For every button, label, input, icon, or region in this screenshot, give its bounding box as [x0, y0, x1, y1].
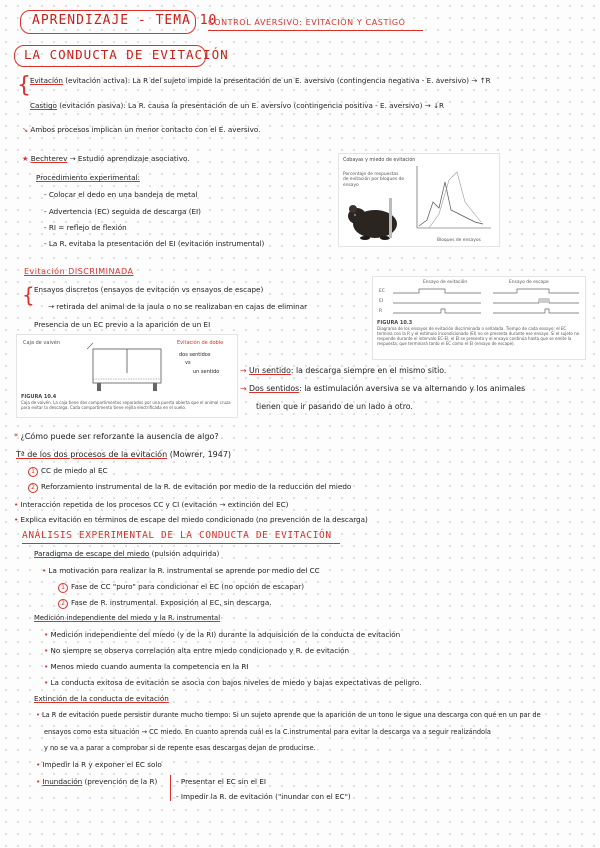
ambos-text: Ambos procesos implican un menor contacto con el E. aversivo.: [30, 125, 261, 134]
theory-bullet-1-text: Interacción repetida de los procesos CC y CI (evitación → extinción del EC): [20, 500, 289, 509]
rat-figure-title: Cobayas y miedo de evitación: [343, 158, 416, 163]
measure-item: [44, 630, 400, 639]
castigo-line: [30, 101, 444, 110]
flooding-item-2-text: Impedir la R. de evitación ("inundar con el EC"): [180, 792, 351, 801]
paradigm-line-text: La motivación para realizar la R. instrumental se aprende por medio del CC: [48, 566, 320, 575]
label-r: R: [379, 309, 383, 314]
label-ec: EC: [379, 289, 385, 294]
bullet-icon: •: [44, 630, 49, 639]
theory-point-2: [28, 482, 351, 493]
measure-item: [44, 662, 249, 671]
evitacion-term: Evitación: [30, 76, 63, 85]
measure-item-text: Medición independiente del miedo (y de la RI) durante la adquisición de la conducta de evitación: [50, 630, 401, 639]
shuttle-caption: Caja de vaivén. La caja tiene dos compartimentos separados por una puerta abierta que el animal cruza para evitar la descarga. Cada compartimento tiene rejilla electrificada en el suelo.: [21, 400, 231, 410]
bullet-icon: •: [36, 711, 40, 719]
theory-title: Tª de los dos procesos de la evitación: [16, 450, 168, 459]
question-text: ¿Cómo puede ser reforzante la ausencia de algo?: [20, 432, 219, 441]
procedure-step: - Advertencia (EC) seguida de descarga (EI): [44, 207, 201, 216]
un-sentido-line: [240, 366, 446, 375]
procedure-step: - RI = reflejo de flexión: [44, 223, 127, 232]
discriminada-line3: Presencia de un EC previo a la aparición de un EI: [34, 320, 211, 329]
theory-point-2-text: Reforzamiento instrumental de la R. de evitación por medio de la reducción del miedo: [41, 482, 352, 491]
extinction-line-4-text: Impedir la R y exponer el EC solo: [42, 760, 162, 769]
paradigm-phase-2-text: Fase de R. instrumental. Exposición al EC, sin descarga.: [71, 598, 272, 607]
analisis-title: ANÁLISIS EXPERIMENTAL DE LA CONDUCTA DE EVITACIÓN: [22, 530, 332, 541]
bullet-icon: •: [44, 662, 49, 671]
evitacion-line: [30, 76, 491, 85]
star-icon: ★: [22, 154, 29, 163]
shuttle-box-image: [87, 339, 167, 393]
measure-item: [44, 678, 421, 687]
measure-item-text: No siempre se observa correlación alta entre miedo condicionado y R. de evitación: [50, 646, 350, 655]
theory-bullet-2: [14, 515, 368, 524]
theory-heading: [16, 450, 231, 459]
bullet-icon: •: [36, 760, 41, 769]
number-badge: 2: [28, 483, 38, 493]
measure-item: [44, 646, 349, 655]
extinction-title: Extinción de la conducta de evitación: [34, 694, 169, 703]
shuttle-annot-1: Evitación de doble: [177, 340, 224, 346]
bechterev-name: Bechterev: [30, 154, 68, 163]
theory-point-1: [28, 466, 108, 477]
dos-sentidos-term: Dos sentidos: [249, 384, 300, 393]
discriminada-line2: → retirada del animal de la jaula o no se realizaban en cajas de eliminar: [48, 302, 308, 311]
evitacion-text: (evitación activa): La R del sujeto impide la presentación de un E. aversivo (contingencia negativa - E. aversivo) → ↑R: [65, 76, 491, 85]
extinction-line-3: y no se va a parar a comprobar si de repente esas descargas dejan de producirse.: [44, 744, 316, 752]
paradigm-sub: (pulsión adquirida): [151, 549, 220, 558]
bullet-icon: •: [36, 777, 41, 786]
bechterev-line: [22, 154, 190, 163]
bullet-icon: •: [44, 678, 49, 687]
castigo-text: (evitación pasiva): La R. causa la presentación de un E. aversivo (contingencia positiva - E. aversivo) → ↓R: [59, 101, 444, 110]
shuttle-annot-4: un sentido: [193, 369, 220, 375]
shuttle-annot-2: dos sentidos: [179, 352, 211, 358]
subtitle-underline: [208, 30, 423, 31]
flooding-term: Inundación: [42, 777, 83, 786]
paradigm-heading: [34, 549, 219, 558]
procedure-step: - La R. evitaba la presentación del EI (evitación instrumental): [44, 239, 265, 248]
question-line: [14, 432, 219, 441]
extinction-line-2: ensayos como esta situación → CC miedo. En cuanto aprenda cuál es la C.instrumental para evitar la descarga va a seguir realizándola: [44, 728, 491, 736]
shuttle-label: Caja de vaivén: [23, 340, 61, 346]
flooding-bracket: [170, 775, 171, 801]
trials-diagram: [389, 287, 581, 317]
dos-sentidos-text2: tienen que ir pasando de un lado a otro.: [256, 402, 413, 411]
paradigm-phase-2: [58, 598, 272, 609]
page-title: APRENDIZAJE - TEMA 10: [32, 13, 218, 28]
un-sentido-text: : la descarga siempre en el mismo sitio.: [290, 366, 447, 375]
castigo-term: Castigo: [30, 101, 57, 110]
bullet-icon: •: [44, 646, 49, 655]
ambos-line: [22, 125, 260, 134]
bracket-mark: {: [22, 283, 35, 307]
trials-caption: Diagrama de los ensayos de evitación discriminada o señalada. Tiempo de cada ensayo: el EC termina con la R y el estímulo incondicionado (EI) no se presenta durante ese ensayo. Si el sujeto no responde durante el intervalo EC-EI, el EI se presenta y el ensayo continúa hasta que se emite la respuesta, que terminará tanto el EC como el EI (ensayo de escape).: [377, 326, 580, 346]
bullet-icon: •: [14, 500, 19, 509]
shuttle-figure: [16, 334, 238, 418]
bechterev-text: → Estudió aprendizaje asociativo.: [69, 154, 190, 163]
flooding-item-1: [176, 777, 266, 786]
measure-item-text: La conducta exitosa de evitación se asocia con bajos niveles de miedo y bajas expectativas de peligro.: [50, 678, 422, 687]
arrow-icon: →: [240, 384, 247, 393]
rat-figure: [338, 153, 500, 247]
discriminada-title: Evitación DISCRIMINADA: [24, 267, 134, 276]
trials-figure: [372, 276, 586, 360]
paradigm-phase-1: [58, 582, 304, 593]
bracket-mark: {: [17, 73, 31, 98]
un-sentido-term: Un sentido: [249, 366, 291, 375]
analisis-underline: [22, 543, 340, 544]
paradigm-phase-1-text: Fase de CC "puro" para condicionar el EC (no opción de escapar): [71, 582, 305, 591]
discriminada-line1: Ensayos discretos (ensayos de evitación vs ensayos de escape): [34, 285, 264, 294]
star-icon: *: [14, 432, 18, 441]
measure-item-text: Menos miedo cuando aumenta la competencia en la RI: [50, 662, 249, 671]
measure-title: Medición independiente del miedo y la R. instrumental: [34, 614, 221, 622]
paradigm-title: Paradigma de escape del miedo: [34, 549, 150, 558]
section1-heading: LA CONDUCTA DE EVITACIÓN: [24, 47, 229, 62]
extinction-line-1-text: La R de evitación puede persistir durante mucho tiempo: Si un sujeto aprende que la aparición de un tono le sigue una descarga con qué en un par de: [42, 711, 541, 719]
bullet-icon: •: [14, 515, 19, 524]
dash-icon: -: [176, 777, 179, 786]
number-badge: 1: [58, 583, 68, 593]
rat-image: [345, 194, 401, 242]
arrow-icon: →: [240, 366, 247, 375]
theory-point-1-text: CC de miedo al EC: [41, 466, 108, 475]
procedure-title: Procedimiento experimental:: [36, 173, 140, 182]
procedure-step: - Colocar el dedo en una bandeja de metal: [44, 190, 198, 199]
arrow-icon: ↘: [22, 125, 29, 134]
extinction-line-4: [36, 760, 162, 769]
page-subtitle: CONTROL AVERSIVO: EVITACIÓN Y CASTIGO: [208, 18, 406, 27]
extinction-line-1: [36, 711, 541, 720]
paradigm-line: [42, 566, 320, 575]
trials-figure-label: FIGURA 10.3: [377, 320, 413, 326]
rat-graph-xlabel: Bloques de ensayos: [437, 238, 481, 243]
dos-sentidos-line: [240, 384, 525, 393]
rat-figure-legend: Porcentaje de respuestas de evitación por bloques de ensayo: [343, 172, 405, 188]
theory-bullet-2-text: Explica evitación en términos de escape del miedo condicionado (no prevención de la descarga): [20, 515, 368, 524]
number-badge: 2: [58, 599, 68, 609]
flooding-paren: (prevención de la R): [84, 777, 158, 786]
shuttle-annot-3: vs: [185, 360, 191, 366]
flooding-item-2: [176, 792, 351, 801]
avoid-trial-title: Ensayo de evitación: [423, 280, 468, 285]
dash-icon: -: [176, 792, 179, 801]
shuttle-figure-label: FIGURA 10.4: [21, 394, 57, 400]
theory-author: (Mowrer, 1947): [169, 450, 232, 459]
label-ei: EI: [379, 299, 384, 304]
bullet-icon: •: [42, 566, 47, 575]
avoidance-graph: [409, 162, 495, 238]
escape-trial-title: Ensayo de escape: [509, 280, 549, 285]
theory-bullet-1: [14, 500, 288, 509]
flooding-heading: [36, 777, 157, 786]
dos-sentidos-text: : la estimulación aversiva se va alternando y los animales: [299, 384, 526, 393]
number-badge: 1: [28, 467, 38, 477]
flooding-item-1-text: Presentar el EC sin el EI: [180, 777, 266, 786]
